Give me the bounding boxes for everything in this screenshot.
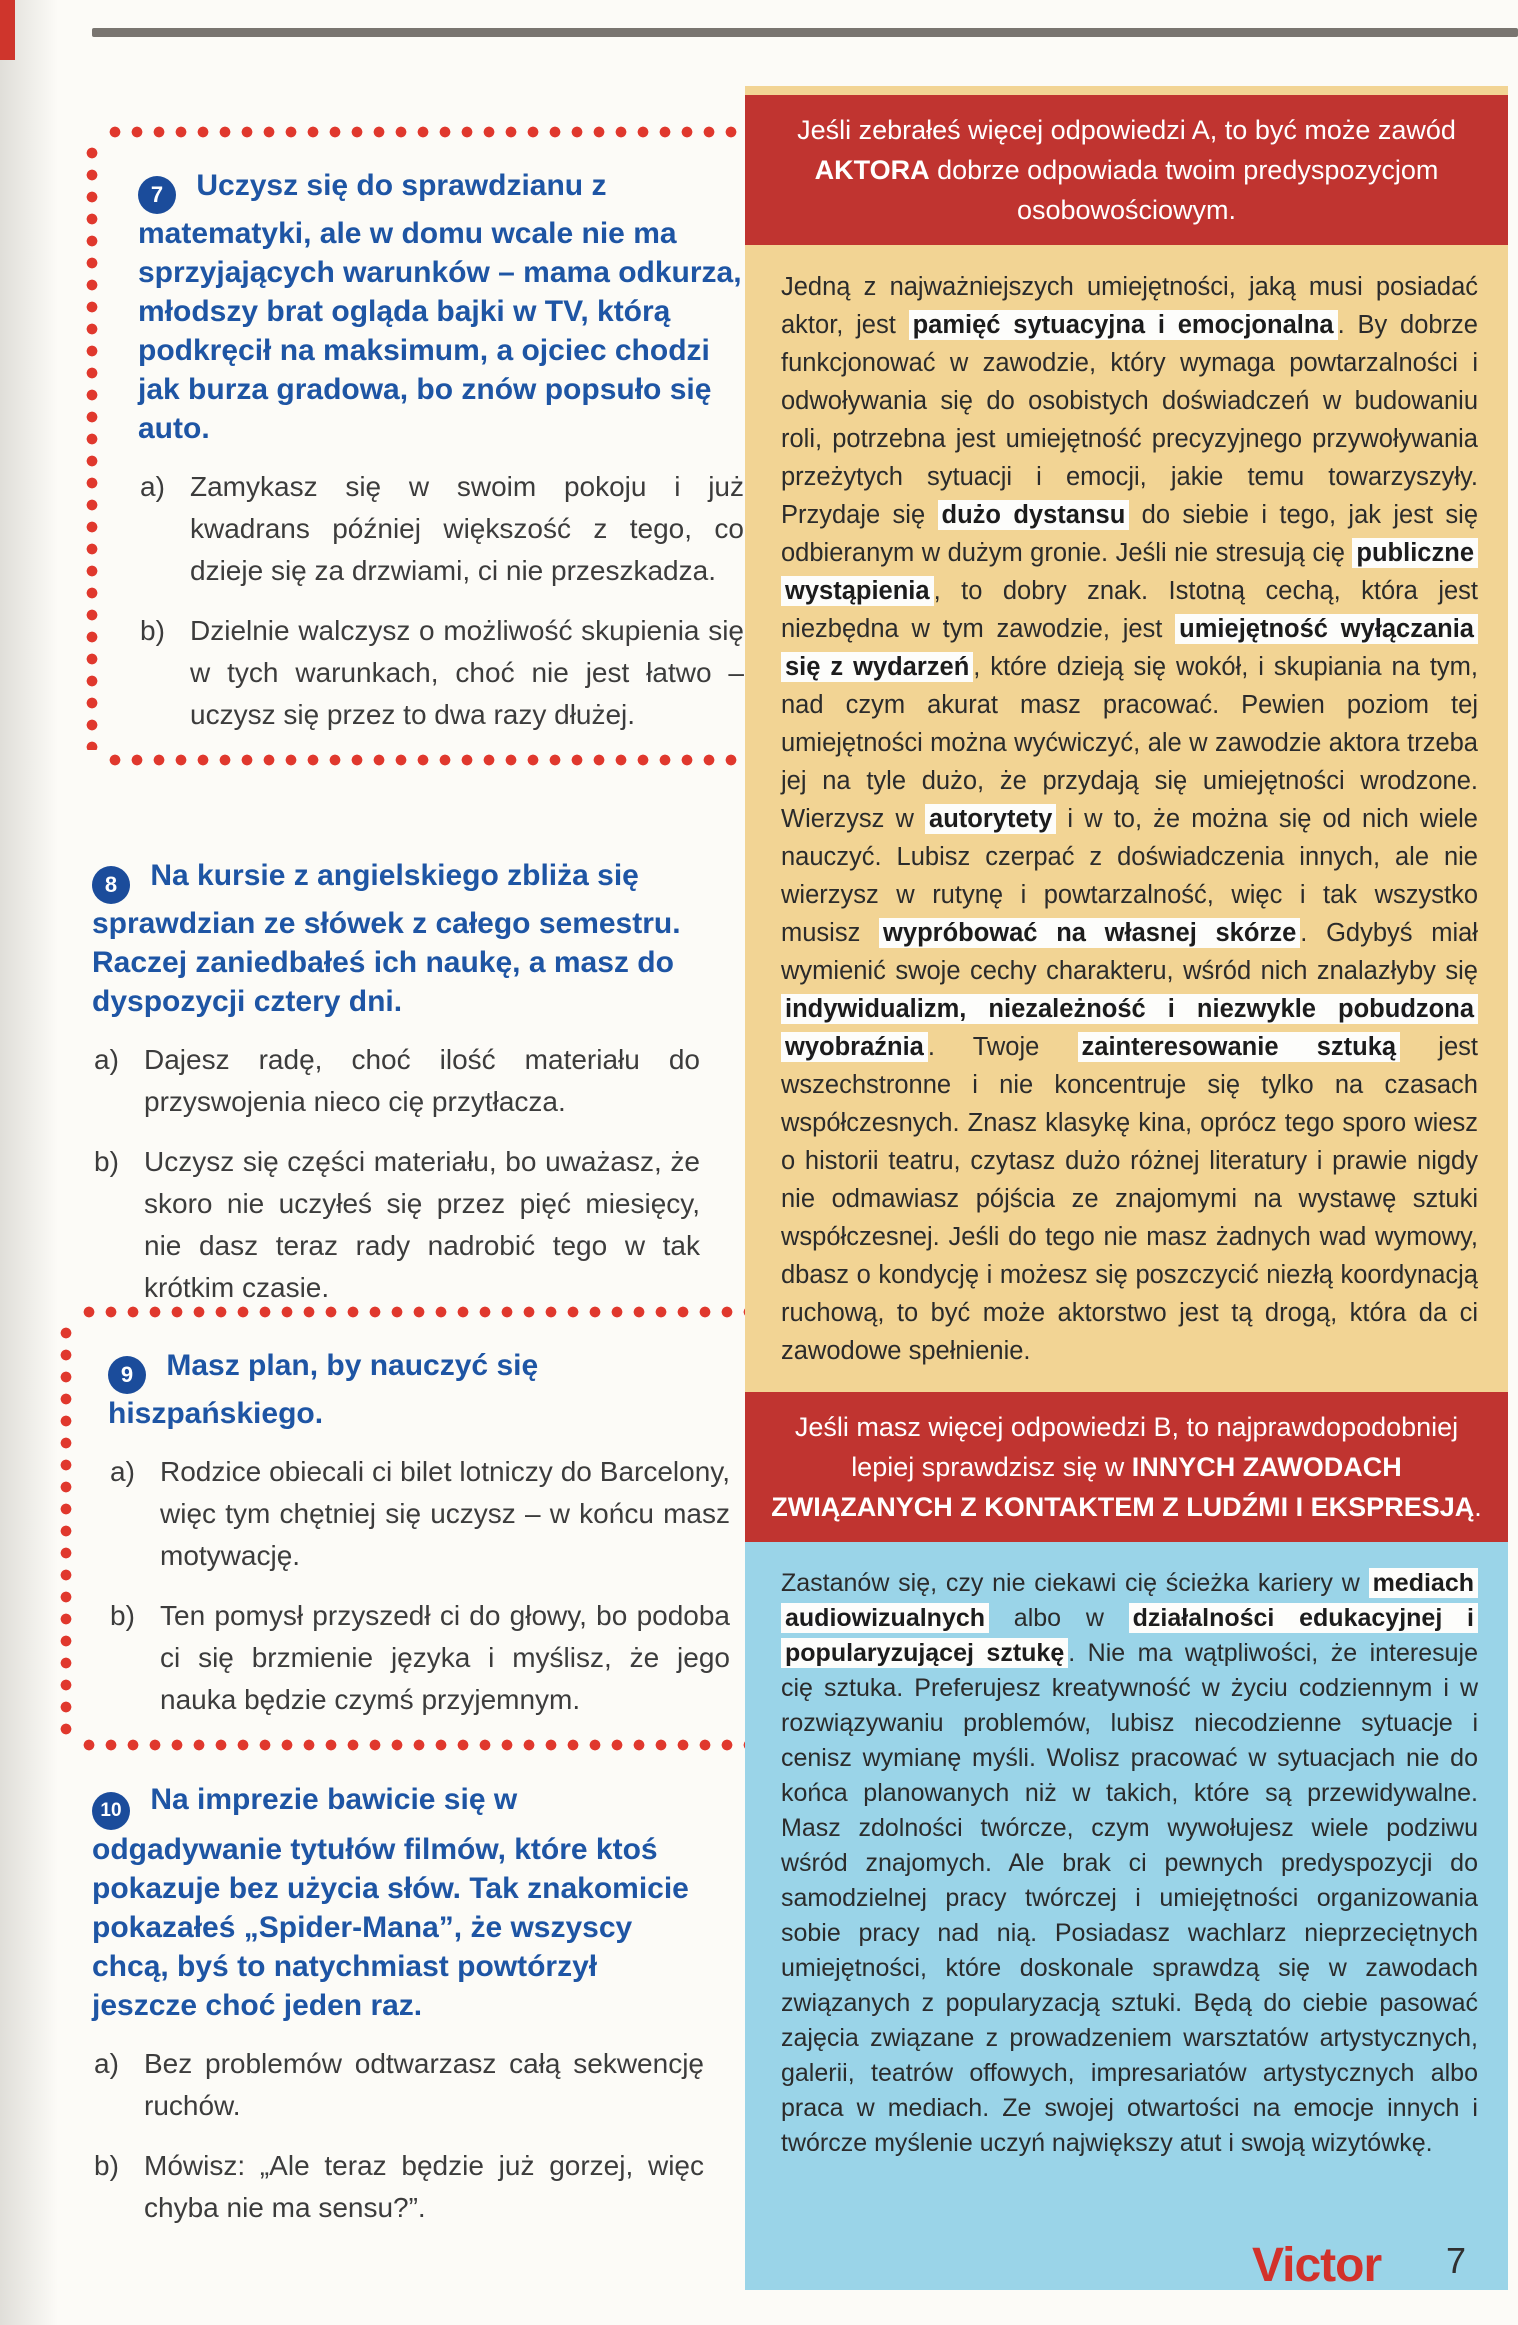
dotted-border-top [78,1306,746,1318]
option-label: b) [140,614,165,646]
option-label: a) [140,470,165,502]
question-7-option-b [138,610,744,736]
option-text: Dzielnie walczysz o możliwość skupienia się w tych warunkach, choć nie jest łatwo – uczysz się przez to dwa razy dłużej. [190,614,744,730]
dotted-border-bottom [104,754,760,766]
question-10-block [92,1780,704,2229]
dotted-border-left [86,142,98,750]
result-a-header: Jeśli zebrałeś więcej odpowiedzi A, to być może zawód AKTORA dobrze odpowiada twoim predyspozycjom osobowościowym. [745,95,1508,245]
question-8-heading [92,856,700,1021]
option-text: Dajesz radę, choć ilość materiału do przyswojenia nieco cię przytłacza. [144,1043,700,1117]
page-number: 7 [1446,2240,1467,2281]
question-8-heading-text: Na kursie z angielskiego zbliża się sprawdzian ze słówek z całego semestru. Raczej zaniedbałeś ich naukę, a masz do dyspozycji cztery dni. [92,859,681,1018]
results-column [745,86,1508,2290]
option-text: Ten pomysł przyszedł ci do głowy, bo podoba ci się brzmienie języka i myślisz, że jego nauka będzie czymś przyjemnym. [160,1599,730,1715]
question-8-number-badge: 8 [92,866,130,904]
option-label: b) [94,1145,119,1177]
option-label: b) [94,2149,119,2181]
question-9-number-badge: 9 [108,1356,146,1394]
question-7-box [86,126,778,766]
option-text: Bez problemów odtwarzasz całą sekwencję ruchów. [144,2047,704,2121]
option-label: a) [94,1043,119,1075]
question-9-option-a [108,1451,730,1577]
question-7-number-badge: 7 [138,176,176,214]
option-text: Uczysz się części materiału, bo uważasz, że skoro nie uczyłeś się przez pięć miesięcy, nie dasz teraz rady nadrobić tego w tak krótkim czasie. [144,1145,700,1303]
option-label: b) [110,1599,135,1631]
question-7-option-a [138,466,744,592]
result-a-body: Jedną z najważniejszych umiejętności, jaką musi posiadać aktor, jest pamięć sytuacyjna i emocjonalna . By dobrze funkcjonować w zawodzie, który wymaga powtarzalności i odwoływania się do osobistych doświadczeń w budowaniu roli, potrzebna jest umiejętność precyzyjnego przywoływania przeżytych sytuacji i emocji, jakie temu towarzyszyły. Przydaje się dużo dystansu do siebie i tego, jak jest się odbieranym w dużym gronie. Jeśli nie stresują cię publiczne wystąpienia , to dobry znak. Istotną cechą, która jest niezbędna w tym zawodzie, jest umiejętność wyłączania się z wydarzeń , które dzieją się wokół, i skupiania na tym, nad czym akurat masz pracować. Pewien poziom tej umiejętności można wyćwiczyć, ale w zawodzie aktora trzeba jej na tyle dużo, że przydają się umiejętności wrodzone. Wierzysz w autorytety i w to, że można się od nich wiele nauczyć. Lubisz czerpać z doświadczenia innych, ale nie wierzysz w rutynę i powtarzalność, więc i tak wszystko musisz wypróbować na własnej skórze . Gdybyś miał wymienić swoje cechy charakteru, wśród nich znalazłyby się indywidualizm, niezależność i niezwykle pobudzona wyobraźnia . Twoje zainteresowanie sztuką jest wszechstronne i nie koncentruje się tylko na czasach współczesnych. Znasz klasykę kina, oprócz tego sporo wiesz o historii teatru, czytasz dużo różnej literatury i prawie nigdy nie odmawiasz pójścia ze znajomymi na wystawę sztuki współczesnej. Jeśli do tego nie masz żadnych wad wymowy, dbasz o kondycję i możesz się poszczycić niezłą koordynacją ruchową, to być może aktorstwo jest tą drogą, która da ci zawodowe spełnienie. [781,273,1478,1365]
question-8-option-a [92,1039,700,1123]
question-9-box [60,1306,764,1751]
scan-edge-shade [0,0,58,2325]
question-8-option-b [92,1141,700,1309]
question-7-heading [138,166,744,448]
question-10-option-b [92,2145,704,2229]
scan-top-line [92,28,1518,37]
question-9-heading-text: Masz plan, by nauczyć się hiszpańskiego. [108,1349,539,1430]
option-text: Rodzice obiecali ci bilet lotniczy do Barcelony, więc tym chętniej się uczysz – w końcu masz motywację. [160,1455,730,1571]
result-b-body: Zastanów się, czy nie ciekawi cię ścieżka kariery w mediach audiowizualnych albo w działalności edukacyjnej i popularyzującej sztukę . Nie ma wątpliwości, że interesuje cię sztuka. Preferujesz kreatywność w życiu codziennym i w rozwiązywaniu problemów, lubisz niecodzienne sytuacje i cenisz wymianę myśli. Wolisz pracować w sytuacjach nie do końca planowanych niż w takich, które są przewidywalne. Masz zdolności twórcze, czym wywołujesz wiele podziwu wśród znajomych. Ale brak ci pewnych predyspozycji do samodzielnej pracy twórczej i umiejętności organizowania sobie pracy nad nią. Posiadasz wachlarz nieprzeciętnych umiejętności, które doskonale sprawdzą się w zawodach związanych z popularyzacją sztuki. Będą do ciebie pasować zajęcia związane z prowadzeniem warsztatów artystycznych, galerii, teatrów offowych, impresariatów artystycznych albo praca w mediach. Ze swojej otwartości na emocje innych i twórcze myślenie uczyń największy atut i swoją wizytówkę. [745,1542,1508,2290]
question-9-heading [108,1346,730,1433]
question-7-heading-text: Uczysz się do sprawdzianu z matematyki, ale w domu wcale nie ma sprzyjających warunków – mama odkurza, młodszy brat ogląda bajki w TV, którą podkręcił na maksimum, a ojciec chodzi jak burza gradowa, bo znów popsuło się auto. [138,169,742,445]
option-label: a) [94,2047,119,2079]
question-10-option-a [92,2043,704,2127]
question-9-option-b [108,1595,730,1721]
option-text: Zamykasz się w swoim pokoju i już kwadrans później większość z tego, co dzieje się za drzwiami, ci nie przeszkadza. [190,470,744,586]
question-10-number-badge: 10 [92,1792,130,1830]
dotted-border-bottom [78,1739,746,1751]
question-8-block [92,856,700,1309]
option-text: Mówisz: „Ale teraz będzie już gorzej, więc chyba nie ma sensu?”. [144,2149,704,2223]
option-label: a) [110,1455,135,1487]
question-10-heading-text: Na imprezie bawicie się w odgadywanie tytułów filmów, które ktoś pokazuje bez użycia słów. Tak znakomicie pokazałeś „Spider-Mana”, że wszyscy chcą, byś to natychmiast powtórzył jeszcze choć jeden raz. [92,1783,689,2022]
scan-corner-mark [0,0,15,60]
question-10-heading [92,1780,704,2025]
dotted-border-top [104,126,760,138]
dotted-border-left [60,1322,72,1735]
victor-logo: Victor [1252,2239,1382,2292]
result-b-header: Jeśli masz więcej odpowiedzi B, to najprawdopodobniej lepiej sprawdzisz się w INNYCH ZAWODACH ZWIĄZANYCH Z KONTAKTEM Z LUDŹMI I EKSPRESJĄ. [745,1392,1508,1542]
